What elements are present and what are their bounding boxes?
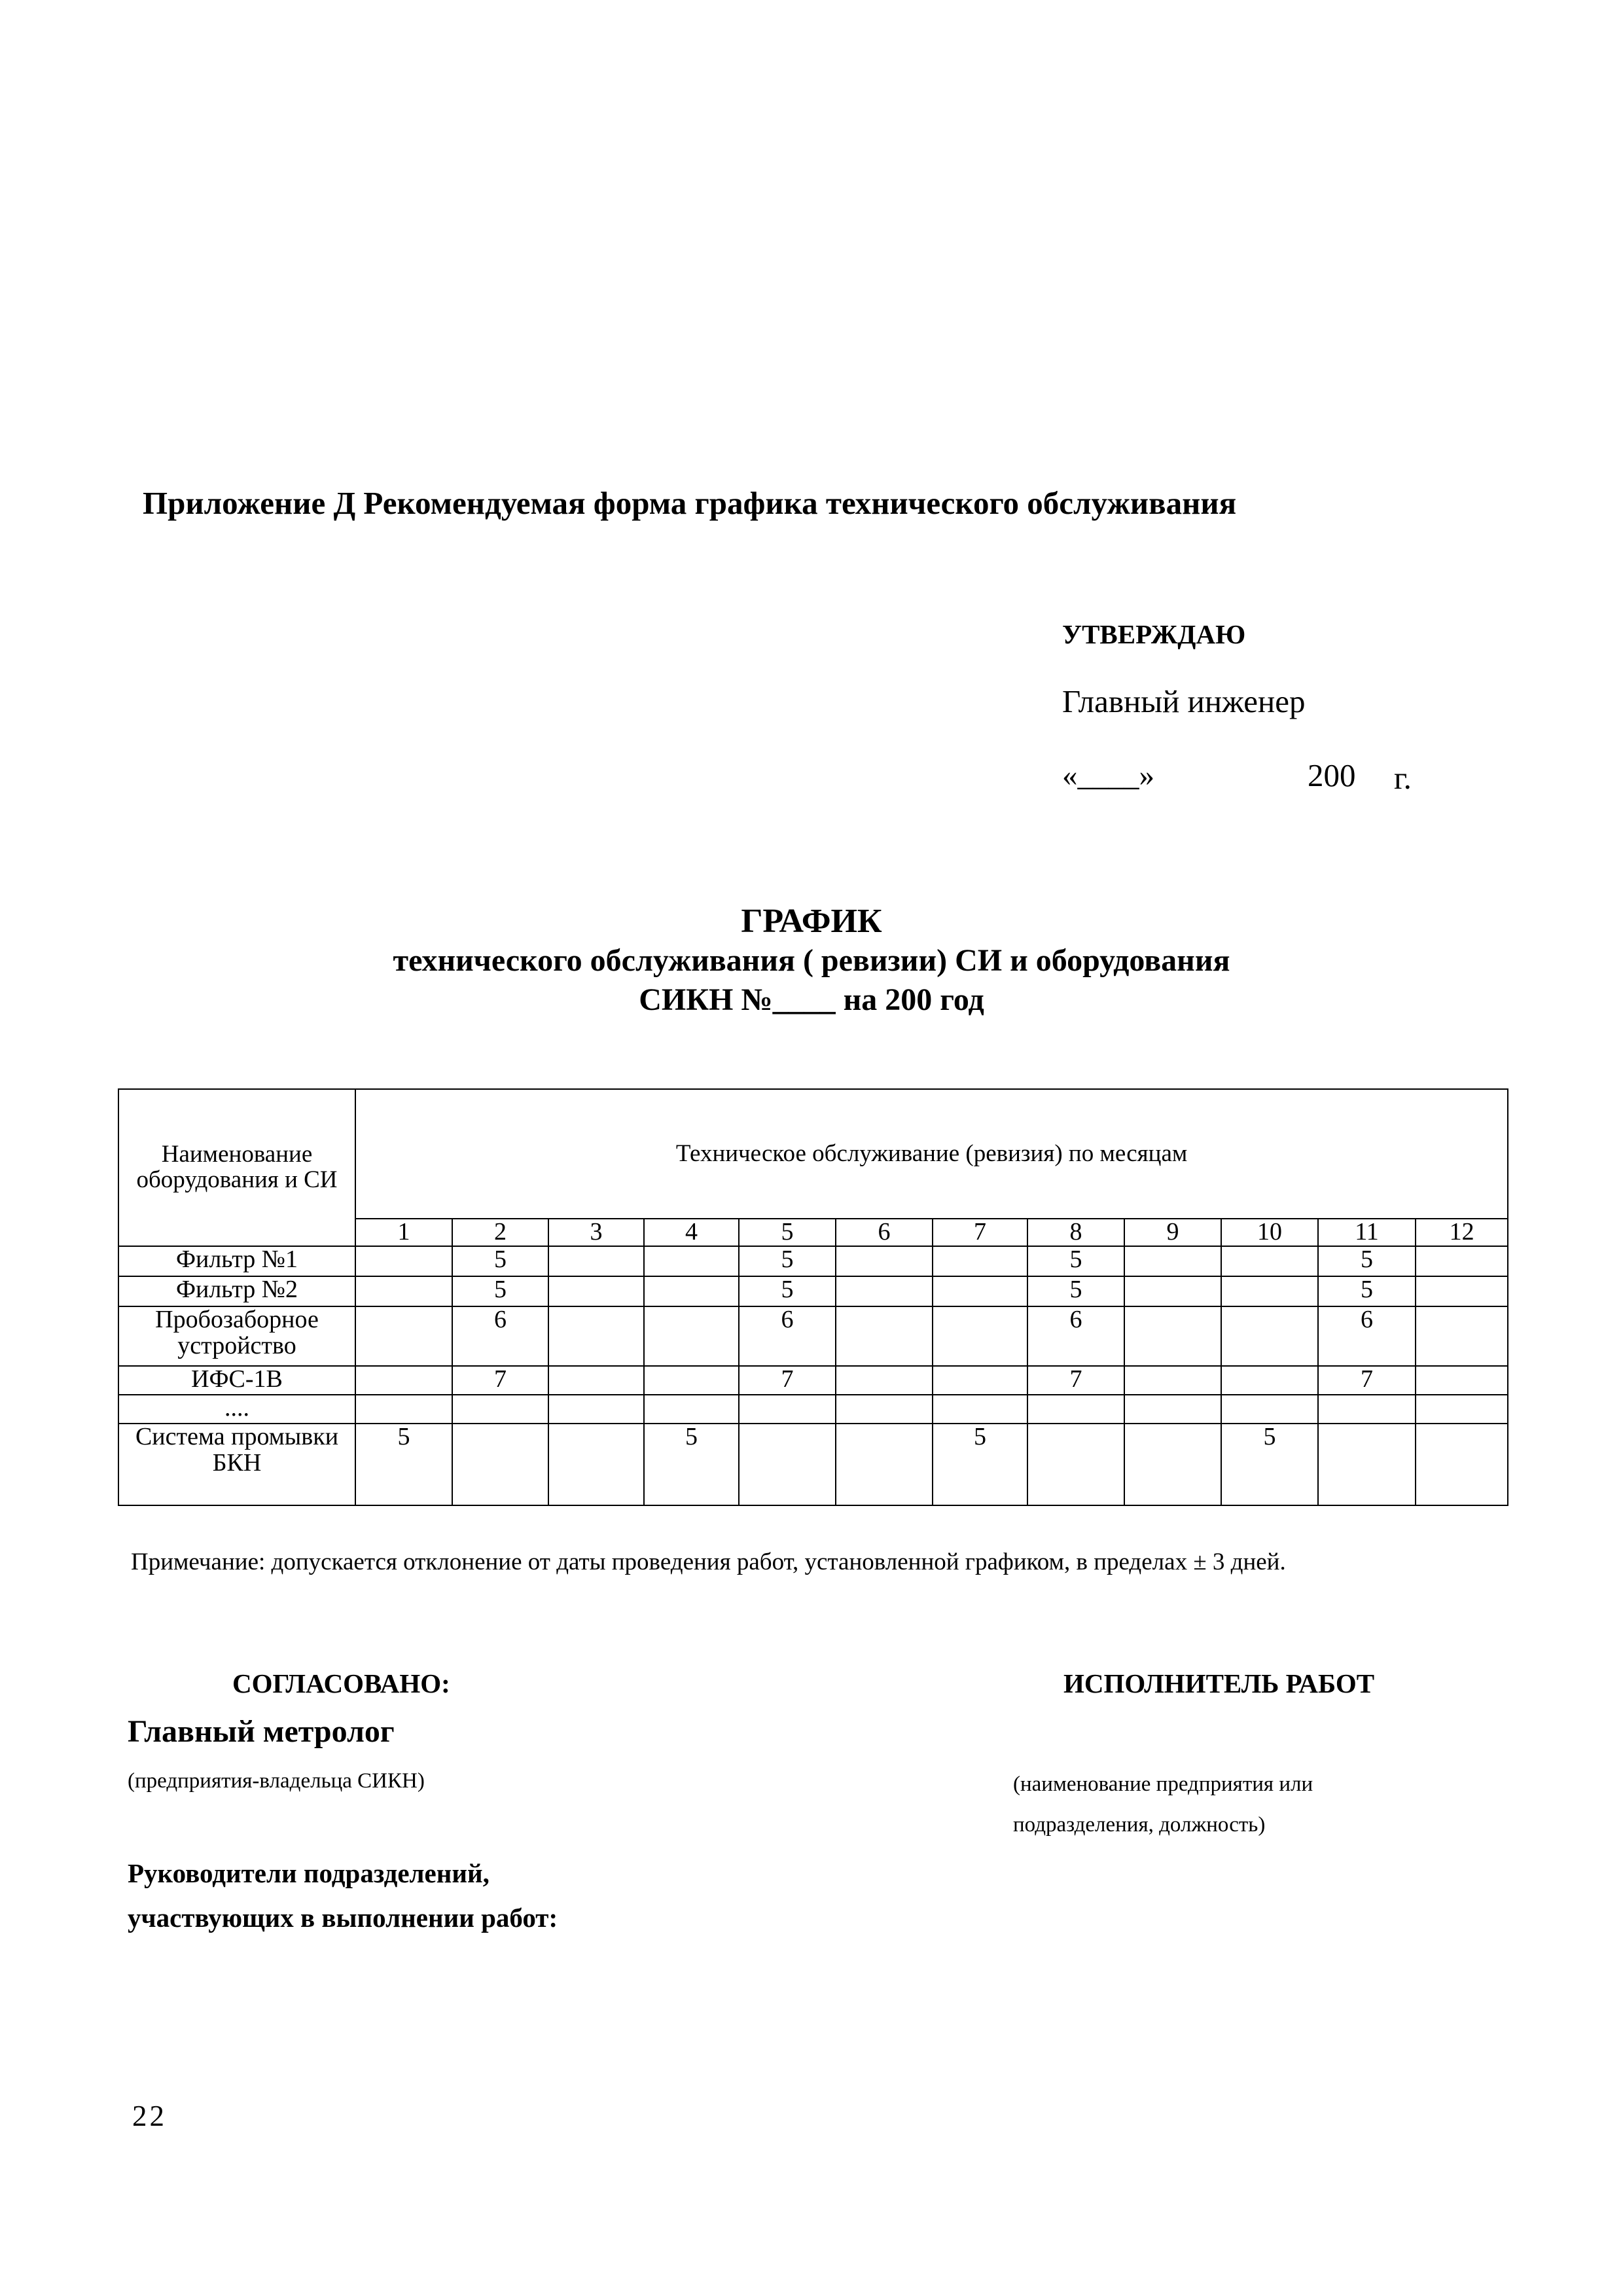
equipment-name-cell: Система промывки БКН <box>118 1424 355 1505</box>
maintenance-cell <box>355 1276 452 1306</box>
month-header: 3 <box>548 1219 644 1246</box>
department-heads-line-1: Руководители подразделений, <box>128 1858 490 1888</box>
maintenance-cell <box>644 1276 739 1306</box>
maintenance-cell: 7 <box>452 1366 548 1395</box>
maintenance-cell: 6 <box>452 1306 548 1365</box>
maintenance-cell <box>836 1306 933 1365</box>
maintenance-cell <box>452 1424 548 1505</box>
maintenance-cell <box>1416 1246 1508 1276</box>
approval-date-day: «____» <box>1062 759 1154 793</box>
months-header: Техническое обслуживание (ревизия) по месяцам <box>355 1089 1508 1219</box>
table-row <box>118 1424 1508 1505</box>
maintenance-cell <box>548 1366 644 1395</box>
chief-metrologist: Главный метролог <box>128 1714 395 1749</box>
maintenance-cell <box>1221 1366 1318 1395</box>
equipment-name-cell: Пробозаборное устройство <box>118 1306 355 1365</box>
month-header: 2 <box>452 1219 548 1246</box>
note-text: Примечание: допускается отклонение от даты проведения работ, установленной графиком, в пределах ± 3 дней. <box>131 1549 1286 1575</box>
maintenance-cell <box>1221 1306 1318 1365</box>
maintenance-cell <box>644 1366 739 1395</box>
maintenance-cell: 5 <box>1318 1246 1416 1276</box>
equipment-name-header: Наименование оборудования и СИ <box>118 1089 355 1246</box>
maintenance-cell <box>1416 1395 1508 1424</box>
schedule-table <box>118 1088 1508 1506</box>
maintenance-cell <box>1124 1395 1221 1424</box>
table-row <box>118 1246 1508 1276</box>
maintenance-cell: 5 <box>452 1246 548 1276</box>
maintenance-cell <box>548 1306 644 1365</box>
maintenance-cell <box>933 1366 1027 1395</box>
maintenance-cell <box>836 1246 933 1276</box>
owner-note: (предприятия-владельца СИКН) <box>128 1769 425 1793</box>
maintenance-cell <box>836 1276 933 1306</box>
maintenance-cell <box>1221 1246 1318 1276</box>
month-header: 6 <box>836 1219 933 1246</box>
maintenance-cell: 5 <box>933 1424 1027 1505</box>
maintenance-cell <box>933 1306 1027 1365</box>
month-header: 10 <box>1221 1219 1318 1246</box>
table-row <box>118 1395 1508 1424</box>
maintenance-cell <box>355 1246 452 1276</box>
table-header-row <box>118 1089 1508 1219</box>
table-body <box>118 1246 1508 1505</box>
maintenance-cell <box>1318 1424 1416 1505</box>
maintenance-cell <box>933 1276 1027 1306</box>
month-header: 9 <box>1124 1219 1221 1246</box>
maintenance-cell <box>1124 1276 1221 1306</box>
month-header: 1 <box>355 1219 452 1246</box>
maintenance-cell <box>644 1306 739 1365</box>
maintenance-cell: 6 <box>739 1306 836 1365</box>
maintenance-cell: 5 <box>644 1424 739 1505</box>
month-header: 12 <box>1416 1219 1508 1246</box>
page-number: 22 <box>132 2100 167 2132</box>
maintenance-cell <box>836 1395 933 1424</box>
maintenance-cell: 5 <box>739 1276 836 1306</box>
approval-position: Главный инженер <box>1062 683 1306 719</box>
approval-date-suffix: г. <box>1394 760 1412 796</box>
schedule-number-line: СИКН №____ на 200 год <box>639 982 984 1017</box>
maintenance-cell <box>1124 1246 1221 1276</box>
maintenance-cell: 5 <box>452 1276 548 1306</box>
month-header: 8 <box>1027 1219 1124 1246</box>
schedule-title: ГРАФИК <box>741 903 882 940</box>
department-heads-line-2: участвующих в выполнении работ: <box>128 1903 558 1933</box>
maintenance-cell <box>836 1366 933 1395</box>
maintenance-cell: 5 <box>1318 1276 1416 1306</box>
maintenance-cell: 6 <box>1027 1306 1124 1365</box>
maintenance-cell <box>1027 1424 1124 1505</box>
maintenance-cell <box>548 1424 644 1505</box>
approval-label: УТВЕРЖДАЮ <box>1062 619 1246 649</box>
maintenance-cell <box>548 1395 644 1424</box>
maintenance-cell <box>1416 1366 1508 1395</box>
maintenance-cell <box>933 1395 1027 1424</box>
maintenance-cell: 5 <box>739 1246 836 1276</box>
maintenance-cell <box>355 1306 452 1365</box>
equipment-name-cell: .... <box>118 1395 355 1424</box>
table-row <box>118 1276 1508 1306</box>
maintenance-cell <box>452 1395 548 1424</box>
maintenance-cell <box>739 1395 836 1424</box>
maintenance-cell: 5 <box>1221 1424 1318 1505</box>
maintenance-cell <box>1221 1276 1318 1306</box>
maintenance-cell <box>933 1246 1027 1276</box>
maintenance-cell <box>548 1276 644 1306</box>
maintenance-cell: 6 <box>1318 1306 1416 1365</box>
approval-date-year: 200 <box>1308 757 1356 793</box>
equipment-name-cell: ИФС-1В <box>118 1366 355 1395</box>
maintenance-cell: 5 <box>355 1424 452 1505</box>
maintenance-cell: 5 <box>1027 1246 1124 1276</box>
month-header: 5 <box>739 1219 836 1246</box>
maintenance-cell <box>548 1246 644 1276</box>
equipment-name-cell: Фильтр №1 <box>118 1246 355 1276</box>
maintenance-cell <box>1124 1366 1221 1395</box>
table-row <box>118 1306 1508 1365</box>
maintenance-cell <box>1416 1424 1508 1505</box>
month-header: 4 <box>644 1219 739 1246</box>
maintenance-cell: 7 <box>739 1366 836 1395</box>
maintenance-cell: 7 <box>1027 1366 1124 1395</box>
maintenance-cell <box>355 1366 452 1395</box>
executor-note-line-1: (наименование предприятия или <box>1013 1772 1313 1796</box>
month-header: 11 <box>1318 1219 1416 1246</box>
table-row <box>118 1366 1508 1395</box>
maintenance-cell <box>836 1424 933 1505</box>
maintenance-cell <box>1318 1395 1416 1424</box>
maintenance-cell: 5 <box>1027 1276 1124 1306</box>
maintenance-cell <box>355 1395 452 1424</box>
maintenance-cell <box>644 1395 739 1424</box>
maintenance-cell <box>1416 1306 1508 1365</box>
maintenance-cell <box>644 1246 739 1276</box>
maintenance-cell <box>1027 1395 1124 1424</box>
agreed-label: СОГЛАСОВАНО: <box>232 1668 450 1698</box>
maintenance-cell <box>1124 1306 1221 1365</box>
month-header: 7 <box>933 1219 1027 1246</box>
maintenance-cell <box>1221 1395 1318 1424</box>
maintenance-cell <box>739 1424 836 1505</box>
schedule-subtitle: технического обслуживания ( ревизии) СИ и оборудования <box>393 943 1230 978</box>
maintenance-cell <box>1124 1424 1221 1505</box>
executor-note-line-2: подразделения, должность) <box>1013 1813 1266 1837</box>
equipment-name-cell: Фильтр №2 <box>118 1276 355 1306</box>
executor-label: ИСПОЛНИТЕЛЬ РАБОТ <box>1063 1668 1375 1698</box>
maintenance-cell <box>1416 1276 1508 1306</box>
maintenance-cell: 7 <box>1318 1366 1416 1395</box>
appendix-title: Приложение Д Рекомендуемая форма графика технического обслуживания <box>143 485 1237 521</box>
